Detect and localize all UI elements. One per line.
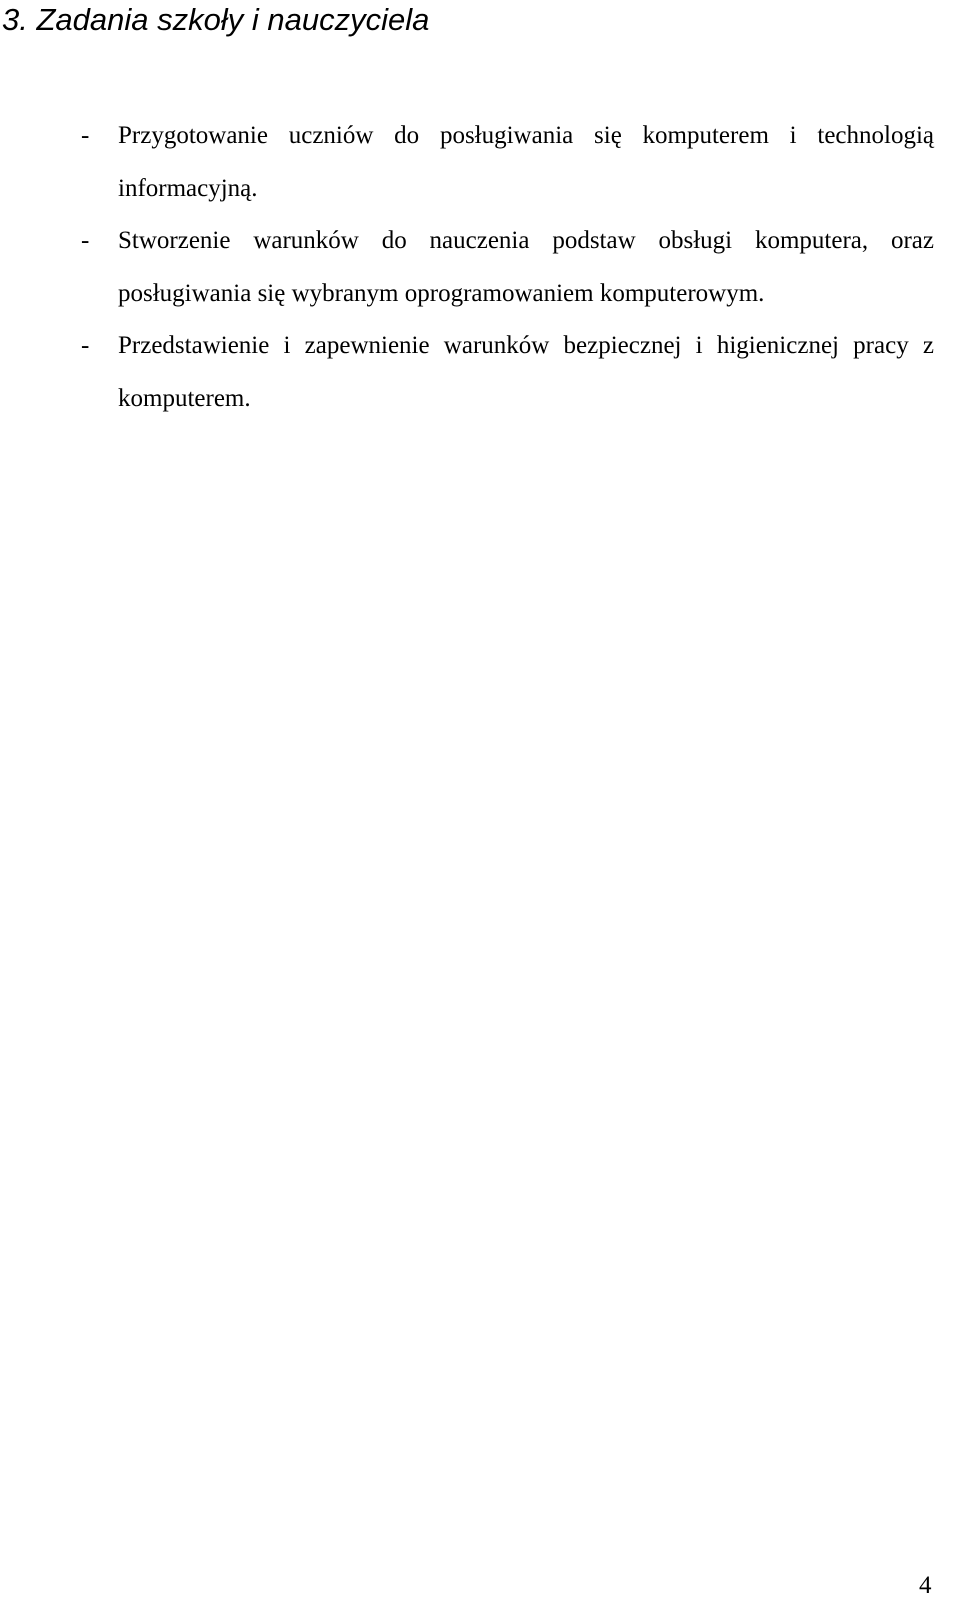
list-item [0,215,934,320]
tasks-list [0,110,960,425]
section-heading: 3. Zadania szkoły i nauczyciela [2,2,430,37]
list-item [0,320,934,425]
list-item-text: Przedstawienie i zapewnienie warunków bezpiecznej i higienicznej pracy z komputerem. [118,332,934,412]
list-item-marker: - [81,227,90,254]
list-item-text: Stworzenie warunków do nauczenia podstaw obsługi komputera, oraz posługiwania się wybranym oprogramowaniem komputerowym. [118,227,934,307]
list-item-marker: - [81,332,90,359]
list-item-marker: - [81,122,90,149]
list-item [0,110,934,215]
page-number: 4 [919,1572,932,1599]
list-item-text: Przygotowanie uczniów do posługiwania się komputerem i technologią informacyjną. [118,122,934,202]
